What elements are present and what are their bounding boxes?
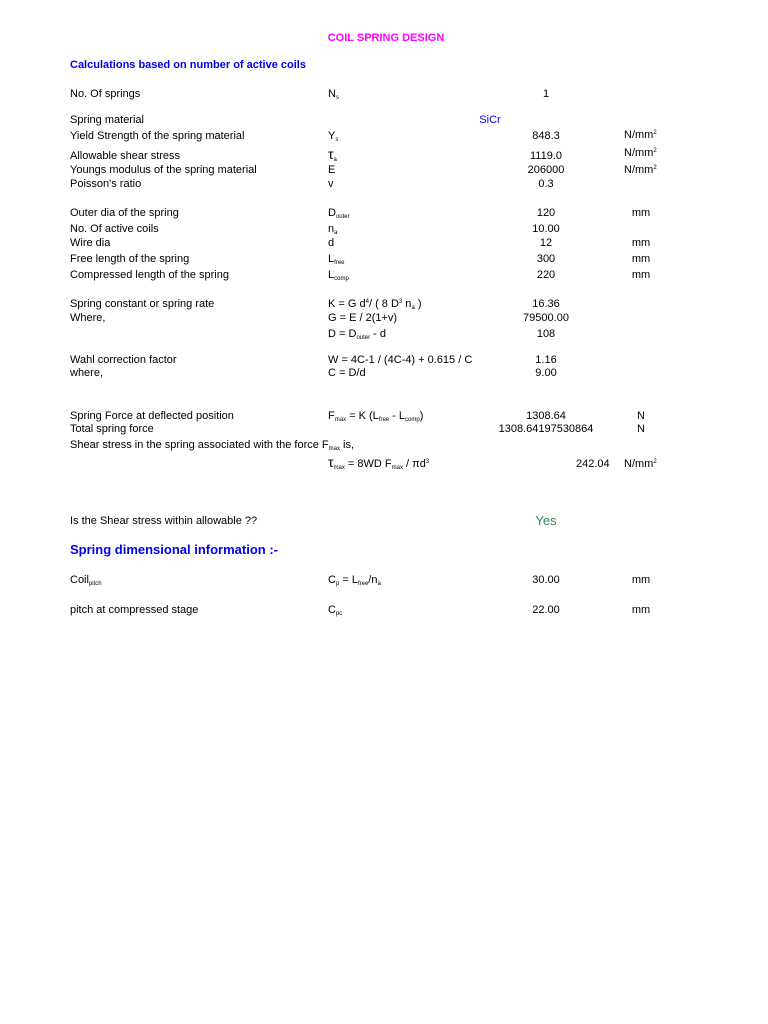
value-tau-max: 242.04 — [576, 458, 610, 470]
label-youngs-modulus: Youngs modulus of the spring material — [70, 164, 257, 176]
symbol-d-wire: d — [328, 237, 335, 249]
value-c: 9.00 — [535, 367, 557, 379]
symbol-d-outer: $D_{outer}$ — [328, 207, 350, 220]
label-yield-strength: Yield Strength of the spring material — [70, 130, 245, 142]
label-compressed-length: Compressed length of the spring — [70, 269, 229, 281]
symbol-tau-a: $\tau_a$ — [328, 146, 337, 163]
label-shear-stress-note: Shear stress in the spring associated with the force $F_{max}$ is, — [70, 439, 355, 452]
symbol-ys: $Y_s$ — [328, 130, 339, 143]
label-pitch-compressed: pitch at compressed stage — [70, 604, 199, 616]
value-active-coils: 10.00 — [532, 223, 560, 235]
symbol-v: v — [328, 178, 334, 190]
formula-wahl: W = 4C-1 / (4C-4) + 0.615 / C — [328, 354, 473, 366]
label-spring-constant: Spring constant or spring rate — [70, 298, 215, 310]
unit-allowable-shear: $N/mm^2$ — [624, 147, 657, 159]
unit-compressed-length: mm — [631, 269, 651, 281]
formula-spring-constant: K = G $d^4/$ ( 8 $D^3$ $n_a$ ) — [328, 298, 422, 311]
label-where-c: where, — [70, 367, 104, 379]
unit-tau-max: $N/mm^2$ — [624, 458, 657, 470]
label-coil-pitch: Coil$_{pitch}$ — [70, 574, 102, 587]
unit-pitch-compressed: mm — [631, 604, 651, 616]
label-no-of-springs: No. Of springs — [70, 88, 141, 100]
formula-mean-dia: $D = D_{outer} - d$ — [328, 328, 387, 341]
unit-total-force: N — [637, 423, 645, 435]
formula-spring-force: $F_{max} = K$ $(L_{free} - L_{comp})$ — [328, 410, 424, 423]
label-free-length: Free length of the spring — [70, 253, 190, 265]
unit-spring-force: N — [637, 410, 645, 422]
formula-tau-max: $\tau_{max} = 8WD$ $F_{max} / \pi d^3$ — [328, 454, 430, 471]
label-where: Where, — [70, 312, 106, 324]
section-dimensional-info: Spring dimensional information :- — [70, 542, 278, 557]
value-total-force: 1308.64197530864 — [498, 423, 594, 435]
symbol-ns: $N_s$ — [328, 88, 339, 101]
value-spring-force: 1308.64 — [526, 410, 566, 422]
value-outer-dia: 120 — [536, 207, 556, 219]
label-total-force: Total spring force — [70, 423, 154, 435]
value-g: 79500.00 — [523, 312, 569, 324]
value-wire-dia: 12 — [539, 237, 553, 249]
page-subtitle: Calculations based on number of active coils — [70, 59, 306, 71]
unit-outer-dia: mm — [631, 207, 651, 219]
symbol-cpc: $C_{pc}$ — [328, 604, 343, 617]
value-spring-constant: 16.36 — [532, 298, 560, 310]
value-pitch-compressed: 22.00 — [532, 604, 560, 616]
formula-c: C = D/d — [328, 367, 366, 379]
formula-g: G = E / 2(1+v) — [328, 312, 398, 324]
value-wahl: 1.16 — [535, 354, 557, 366]
symbol-na: $n_a$ — [328, 223, 338, 236]
value-yield-strength: 848.3 — [532, 130, 560, 142]
formula-coil-pitch: $C_p = L_{free}/n_a$ — [328, 574, 381, 587]
label-spring-force: Spring Force at deflected position — [70, 410, 234, 422]
symbol-e: E — [328, 164, 336, 176]
value-shear-check: Yes — [535, 513, 557, 528]
unit-youngs-modulus: $N/mm^2$ — [624, 164, 657, 176]
label-wire-dia: Wire dia — [70, 237, 111, 249]
page-title: COIL SPRING DESIGN — [327, 32, 445, 44]
value-allowable-shear: 1119.0 — [529, 150, 563, 162]
value-no-of-springs: 1 — [542, 88, 550, 100]
unit-yield-strength: $N/mm^2$ — [624, 129, 657, 141]
label-outer-dia: Outer dia of the spring — [70, 207, 179, 219]
value-mean-dia: 108 — [536, 328, 556, 340]
label-wahl-factor: Wahl correction factor — [70, 354, 177, 366]
symbol-l-comp: $L_{comp}$ — [328, 269, 349, 282]
unit-free-length: mm — [631, 253, 651, 265]
label-spring-material: Spring material — [70, 114, 144, 126]
value-free-length: 300 — [536, 253, 556, 265]
label-shear-check: Is the Shear stress within allowable ?? — [70, 515, 258, 527]
unit-coil-pitch: mm — [631, 574, 651, 586]
value-spring-material: SiCr — [479, 114, 501, 126]
unit-wire-dia: mm — [631, 237, 651, 249]
label-allowable-shear: Allowable shear stress — [70, 150, 181, 162]
label-active-coils: No. Of active coils — [70, 223, 159, 235]
value-compressed-length: 220 — [536, 269, 556, 281]
value-coil-pitch: 30.00 — [532, 574, 560, 586]
value-youngs-modulus: 206000 — [527, 164, 565, 176]
label-poissons-ratio: Poisson's ratio — [70, 178, 142, 190]
value-poissons-ratio: 0.3 — [538, 178, 554, 190]
symbol-l-free: $L_{free}$ — [328, 253, 345, 266]
